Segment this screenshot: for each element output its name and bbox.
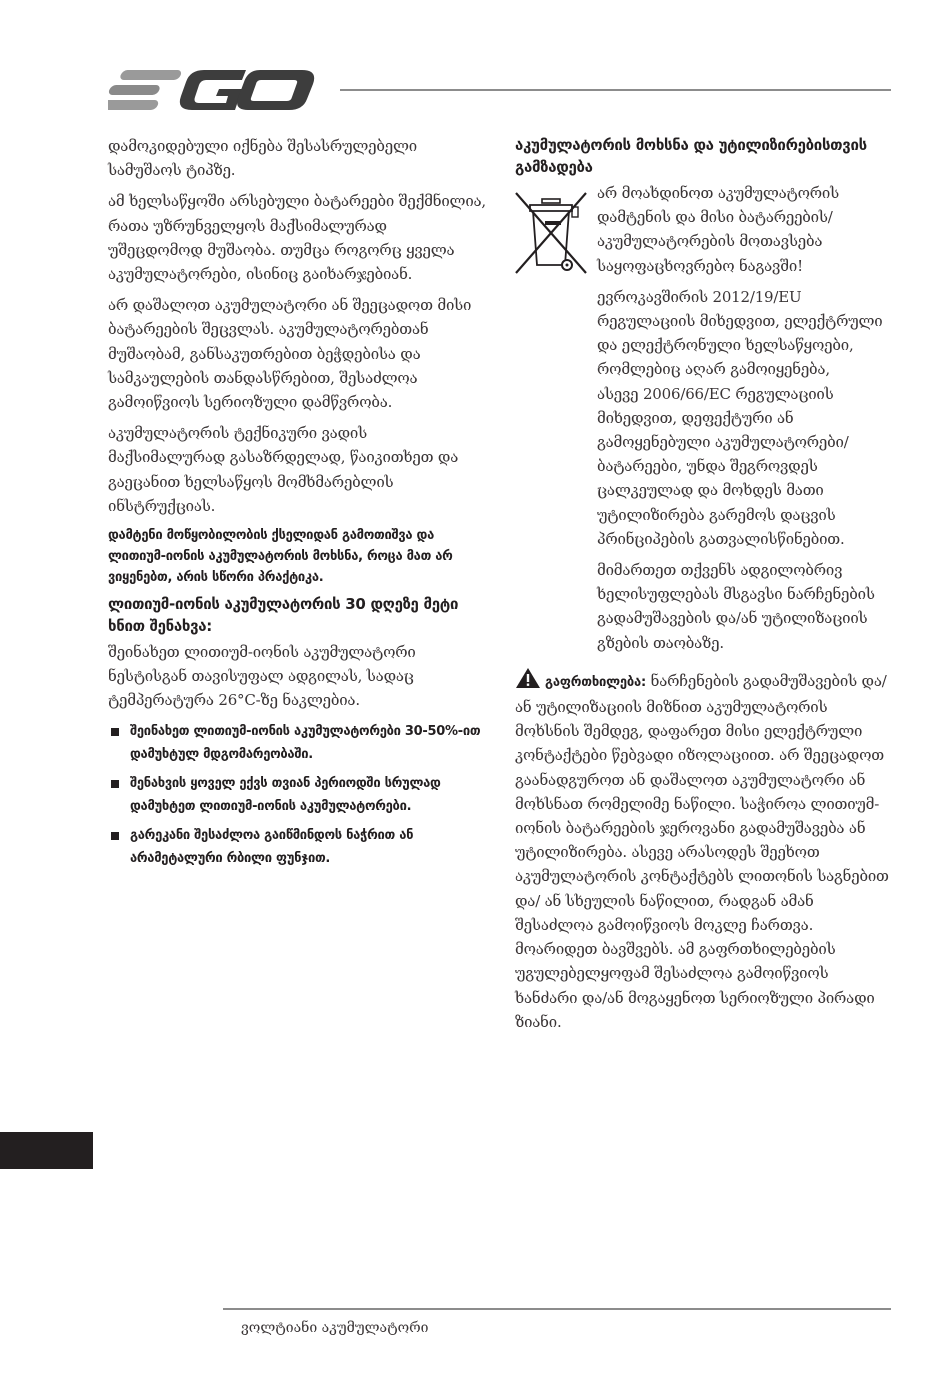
paragraph: ამ ხელსაწყოში არსებული ბატარეები შექმნილია, რათა უზრუნველყოს მაქსიმალურად უშეცდომოდ მუშაობა. თუმცა როგორც ყველა აკუმულატორები, ისინიც გაიხარჯებიან. [108,192,486,284]
weee-block [515,181,893,278]
regulation-paragraph-eu: ევროკავშირის 2012/19/EU რეგულაციის მიხედვით, ელექტრული და ელექტრონული ხელსაწყოები, რომლებიც აღარ გამოიყენება, [597,287,883,379]
regulation-paragraph-ec: ასევე 2006/66/EC რეგულაციის მიხედვით, დეფექტური ან გამოყენებული აკუმულატორები/ ბატარეები, უნდა შეგროვდეს ცალკეულად და მოხდეს მათი უტილიზირება გარემოს დაცვის პრინციპების გათვალისწინებით. [597,384,849,548]
warning-paragraph [515,667,893,1034]
disposal-paragraph: არ მოახდინოთ აკუმულატორის დამტენის და მისი ბატარეების/ აკუმულატორების მოთავსება საყოფაცხოვრებო ნაგავში! [597,184,840,275]
footer-rule [223,1308,891,1310]
warning-label: გაფრთხილება: [545,674,647,690]
right-column [515,134,893,1041]
warning-text: ნარჩენების გადამუშავების და/ან უტილიზაციის მიზნით აკუმულატორის მოხსნის შემდეგ, დაფარეთ მისი ელექტრული კონტაქტები წებვადი იზოლაციით. არ შეეცადოთ გაანადგუროთ ან დაშალოთ აკუმულატორი ან მოხსნათ რომელიმე ნაწილი. საჭიროა ლითიუმ-იონის ბატარეების ჯეროვანი გადამუშავება ან უტილიზირება. ასევე არასოდეს შეეხოთ აკუმულატორის კონტაქტებს ლითონის საგნებით და/ ან სხეულის ნაწილით, რადგან ამან შესაძლოა გამოიწვიოს მოკლე ჩართვა. მოარიდეთ ბავშვებს. ამ გაფრთხილებების უგულებელყოფამ შესაძლოა გამოიწვიოს ხანძარი და/ან მოგაყენოთ სერიოზული პირადი ზიანი. [515,671,889,1031]
crossed-out-wheeled-bin-icon [512,185,590,277]
header-rule [340,89,891,91]
bullet-square-icon [111,780,119,788]
list-item-text: შეინახეთ ლითიუმ-იონის აკუმულატორები 30-50%-ით დამუხტულ მდგომარეობაში. [130,723,481,762]
list-item-text: შენახვის ყოველ ექვს თვიან პერიოდში სრულად დამუხტეთ ლითიუმ-იონის აკუმულატორები. [130,775,441,814]
bold-note: დამტენი მოწყობილობის ქსელიდან გამოთიშვა და ლითიუმ-იონის აკუმულატორის მოხსნა, როცა მათ არ ვიყენებთ, არის სწორი პრაქტიკა. [108,528,453,586]
ego-logo [108,66,318,114]
paragraph: არ დაშალოთ აკუმულატორი ან შეეცადოთ მისი ბატარეების შეცვლას. აკუმულატორებთან მუშაობამ, განსაკუთრებით ბეჭდებისა და სამკაულების თანდასწრებით, შესაძლოა გამოიწვიოს სერიოზული დამწვრობა. [108,296,472,412]
paragraph: აკუმულატორის ტექნიკური ვადის მაქსიმალურად გასაზრდელად, წაიკითხეთ და გაეცანით ხელსაწყოს მომხმარებლის ინსტრუქციას. [108,424,459,515]
list-item-text: გარეკანი შესაძლოა გაიწმინდოს ნაჭრით ან არამეტალური რბილი ფუნჯით. [130,827,414,866]
bullet-square-icon [111,728,119,736]
disposal-heading: აკუმულატორის მოხსნა და უტილიზირებისთვის გამზადება [515,136,867,176]
bullet-square-icon [111,832,119,840]
left-column [108,134,486,876]
list-item [108,772,486,818]
storage-paragraph: შეინახეთ ლითიუმ-იონის აკუმულატორი ნესტისგან თავისუფალ ადგილას, სადაც ტემპერატურა 26°C-ზე ნაკლებია. [108,643,416,710]
authority-paragraph: მიმართეთ თქვენს ადგილობრივ ხელისუფლებას მსგავსი ნარჩენების გადამუშავების და/ან უტილიზაციის გზების თაობაზე. [597,561,875,652]
storage-bullet-list [108,720,486,870]
paragraph: დამოკიდებული იქნება შესასრულებელი სამუშაოს ტიპზე. [108,137,417,180]
list-item [108,720,486,766]
warning-triangle-icon [515,667,541,689]
list-item [108,824,486,870]
storage-heading: ლითიუმ-იონის აკუმულატორის 30 დღეზე მეტი ხნით შენახვა: [108,595,459,636]
page-side-tab [0,1132,93,1169]
footer-title: ვოლტიანი აკუმულატორი [241,1320,429,1336]
